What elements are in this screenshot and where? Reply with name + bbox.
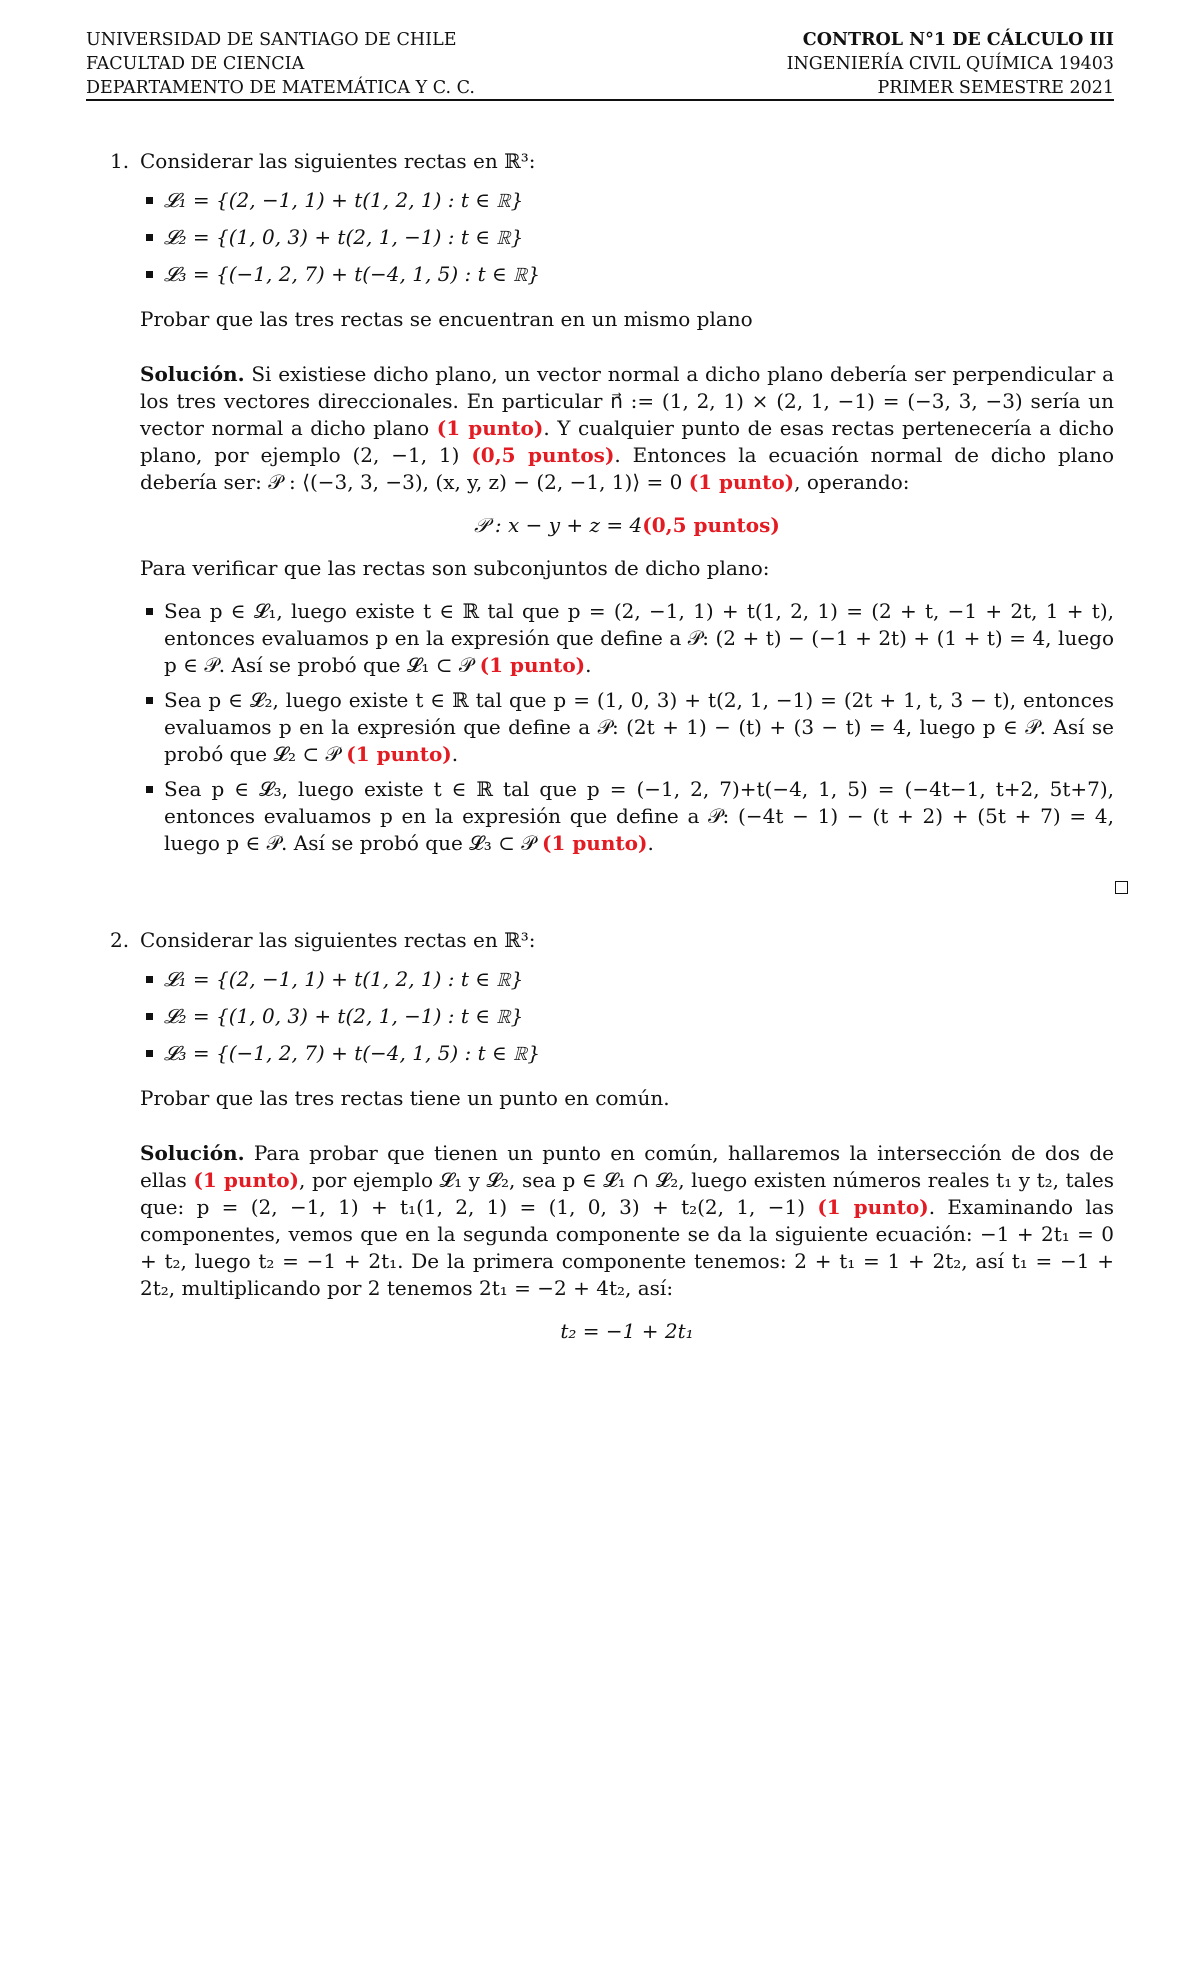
solution-text: Para probar que tienen un punto en común, hallaremos la intersección de dos de ellas <box>140 1141 1114 1192</box>
verify-list <box>140 598 1114 857</box>
solution-text: , operando: <box>794 470 910 494</box>
problem-1-solution <box>140 361 1114 496</box>
verify-text: Sea p ∈ 𝓛₂, luego existe t ∈ ℝ tal que p = (1, 0, 3) + t(2, 1, −1) = (2t + 1, t, 3 − t), entonces evaluamos p en la expresión que define a 𝒫: (2t + 1) − (t) + (3 − t) = 4, luego p ∈ 𝒫. Así se probó que 𝓛₂ ⊂ 𝒫 <box>164 688 1114 766</box>
solution-label: Solución. <box>140 1141 245 1165</box>
problem-1-lines <box>140 187 1114 288</box>
header-university: UNIVERSIDAD DE SANTIAGO DE CHILE <box>86 30 457 50</box>
points-badge: (1 punto) <box>817 1195 929 1219</box>
solution-text: . Examinando las componentes, vemos que en la segunda componente se da la siguiente ecuación: −1 + 2t₁ = 0 + t₂, luego t₂ = −1 + 2t₁. De la primera componente tenemos: 2 + t₁ = 1 + 2t₂, así t₁ = −1 + 2t₂, multiplicando por 2 tenemos 2t₁ = −2 + 4t₂, así: <box>140 1195 1114 1300</box>
header-department: DEPARTAMENTO DE MATEMÁTICA Y C. C. <box>86 78 475 98</box>
solution-text: . Entonces la ecuación normal de dicho plano debería ser: 𝒫 : ⟨(−3, 3, −3), (x, y, z) − (2, −1, 1)⟩ = 0 <box>140 443 1114 494</box>
plane-equation <box>140 512 1114 539</box>
header-course: INGENIERÍA CIVIL QUÍMICA 19403 <box>786 54 1114 74</box>
problem-1-statement-text: Considerar las siguientes rectas en ℝ³: <box>140 149 536 173</box>
problem-2-lines <box>140 966 1114 1067</box>
problem-1-number: 1. <box>110 149 130 173</box>
points-badge: (1 punto) <box>193 1168 300 1192</box>
problem-2-statement <box>112 927 1114 954</box>
line-item: 𝓛₂ = {(1, 0, 3) + t(2, 1, −1) : t ∈ ℝ} <box>140 224 1114 251</box>
points-badge: (1 punto) <box>346 742 452 766</box>
verify-item: Sea p ∈ 𝓛₁, luego existe t ∈ ℝ tal que p = (2, −1, 1) + t(1, 2, 1) = (2 + t, −1 + 2t, 1 + t), entonces evaluamos p en la expresión que define a 𝒫: (2 + t) − (−1 + 2t) + (1 + t) = 4, luego p ∈ 𝒫. Así se probó que 𝓛₁ ⊂ 𝒫 (1 punto). <box>140 598 1114 679</box>
problem-2-solution <box>140 1140 1114 1302</box>
verify-intro: Para verificar que las rectas son subconjuntos de dicho plano: <box>140 556 770 580</box>
verify-item: Sea p ∈ 𝓛₃, luego existe t ∈ ℝ tal que p = (−1, 2, 7)+t(−4, 1, 5) = (−4t−1, t+2, 5t+7), entonces evaluamos p en la expresión que define a 𝒫: (−4t − 1) − (t + 2) + (5t + 7) = 4, luego p ∈ 𝒫. Así se probó que 𝓛₃ ⊂ 𝒫 (1 punto). <box>140 776 1114 857</box>
problem-2-task: Probar que las tres rectas tiene un punto en común. <box>140 1086 670 1110</box>
verify-text: Sea p ∈ 𝓛₁, luego existe t ∈ ℝ tal que p = (2, −1, 1) + t(1, 2, 1) = (2 + t, −1 + 2t, 1 + t), entonces evaluamos p en la expresión que define a 𝒫: (2 + t) − (−1 + 2t) + (1 + t) = 4, luego p ∈ 𝒫. Así se probó que 𝓛₁ ⊂ 𝒫 <box>164 599 1114 677</box>
points-badge: (1 punto) <box>541 831 648 855</box>
points-badge: (1 punto) <box>479 653 586 677</box>
final-equation-text: t₂ = −1 + 2t₁ <box>560 1319 694 1343</box>
points-badge: (0,5 puntos) <box>642 513 780 537</box>
final-equation <box>140 1318 1114 1345</box>
problem-1 <box>112 148 1114 899</box>
line-item: 𝓛₃ = {(−1, 2, 7) + t(−4, 1, 5) : t ∈ ℝ} <box>140 261 1114 288</box>
points-badge: (0,5 puntos) <box>471 443 615 467</box>
points-badge: (1 punto) <box>688 470 795 494</box>
header-left <box>86 28 475 100</box>
document-body <box>112 148 1114 1361</box>
solution-text: , por ejemplo 𝓛₁ y 𝓛₂, sea p ∈ 𝓛₁ ∩ 𝓛₂, luego existen números reales t₁ y t₂, tales que: p = (2, −1, 1) + t₁(1, 2, 1) = (1, 0, 3) + t₂(2, 1, −1) <box>140 1168 1114 1219</box>
solution-label: Solución. <box>140 362 245 386</box>
solution-text: Si existiese dicho plano, un vector normal a dicho plano debería ser perpendicular a los tres vectores direccionales. En particular n⃗ := (1, 2, 1) × (2, 1, −1) = (−3, 3, −3) sería un vector normal a dicho plano <box>140 362 1114 440</box>
header-rule <box>86 99 1114 101</box>
qed-square-icon <box>1115 881 1128 894</box>
line-item: 𝓛₁ = {(2, −1, 1) + t(1, 2, 1) : t ∈ ℝ} <box>140 187 1114 214</box>
header-right <box>787 28 1114 100</box>
problem-1-statement <box>112 148 1114 175</box>
plane-equation-text: 𝒫 : x − y + z = 4 <box>474 513 643 537</box>
solution-text: . Y cualquier punto de esas rectas pertenecería a dicho plano, por ejemplo (2, −1, 1) <box>140 416 1115 467</box>
header-semester: PRIMER SEMESTRE 2021 <box>877 78 1114 98</box>
problem-2-statement-text: Considerar las siguientes rectas en ℝ³: <box>140 928 536 952</box>
line-item: 𝓛₂ = {(1, 0, 3) + t(2, 1, −1) : t ∈ ℝ} <box>140 1003 1114 1030</box>
line-item: 𝓛₁ = {(2, −1, 1) + t(1, 2, 1) : t ∈ ℝ} <box>140 966 1114 993</box>
header-exam-title: CONTROL N°1 DE CÁLCULO III <box>802 30 1114 50</box>
verify-item: Sea p ∈ 𝓛₂, luego existe t ∈ ℝ tal que p = (1, 0, 3) + t(2, 1, −1) = (2t + 1, t, 3 − t), entonces evaluamos p en la expresión que define a 𝒫: (2t + 1) − (t) + (3 − t) = 4, luego p ∈ 𝒫. Así se probó que 𝓛₂ ⊂ 𝒫 (1 punto). <box>140 687 1114 768</box>
problem-2-number: 2. <box>110 928 130 952</box>
problem-1-task: Probar que las tres rectas se encuentran en un mismo plano <box>140 307 753 331</box>
header-faculty: FACULTAD DE CIENCIA <box>86 54 305 74</box>
points-badge: (1 punto) <box>436 416 544 440</box>
problem-2 <box>112 927 1114 1345</box>
line-item: 𝓛₃ = {(−1, 2, 7) + t(−4, 1, 5) : t ∈ ℝ} <box>140 1040 1114 1067</box>
verify-text: Sea p ∈ 𝓛₃, luego existe t ∈ ℝ tal que p = (−1, 2, 7)+t(−4, 1, 5) = (−4t−1, t+2, 5t+7), entonces evaluamos p en la expresión que define a 𝒫: (−4t − 1) − (t + 2) + (5t + 7) = 4, luego p ∈ 𝒫. Así se probó que 𝓛₃ ⊂ 𝒫 <box>164 777 1114 855</box>
